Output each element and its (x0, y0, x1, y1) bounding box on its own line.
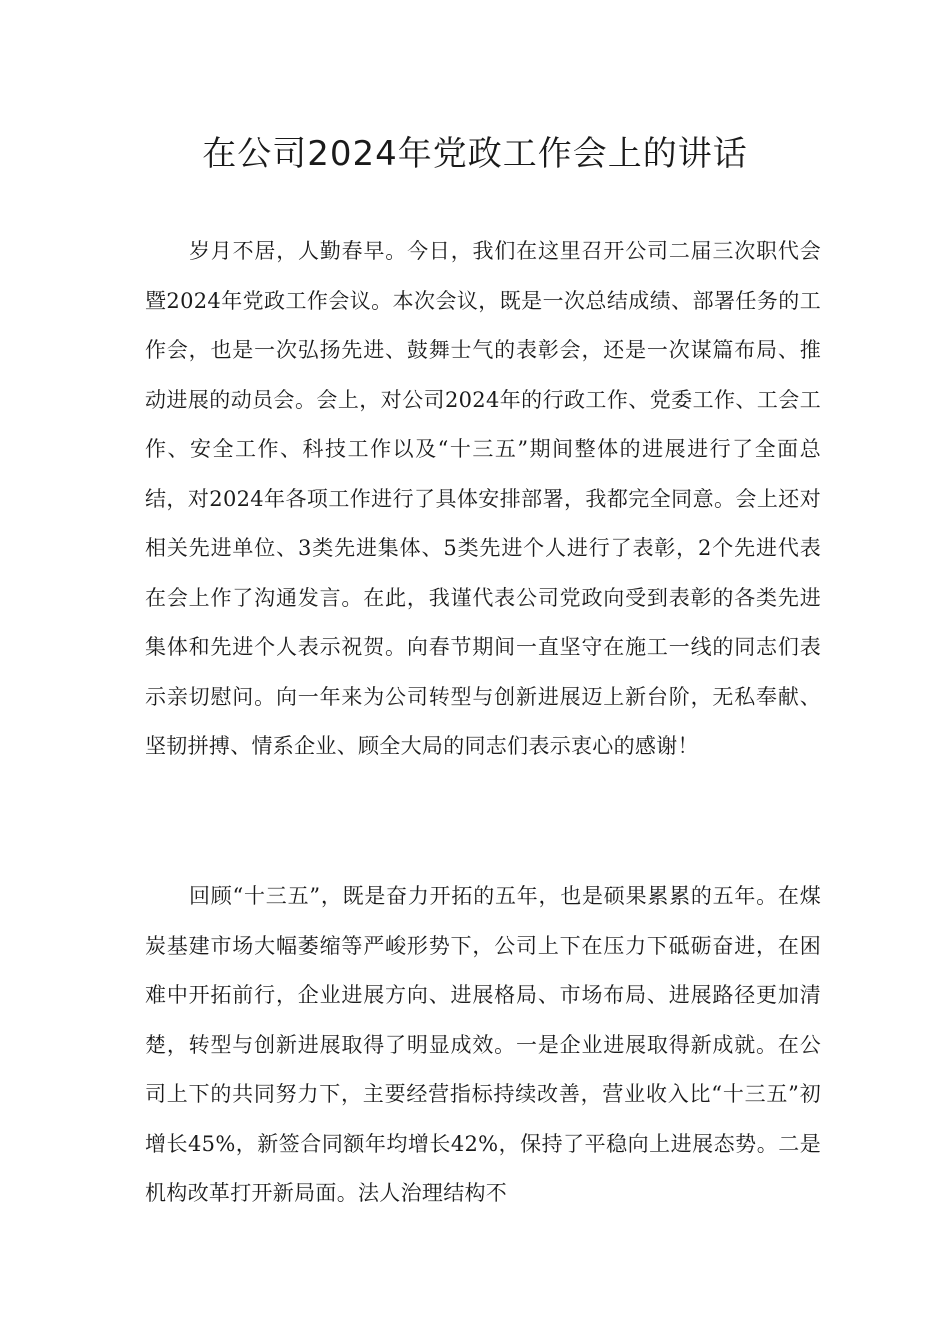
document-title: 在公司2024年党政工作会上的讲话 (202, 134, 748, 174)
paragraph-opening: 岁月不居，人勤春早。今日，我们在这里召开公司二届三次职代会暨2024年党政工作会议。本次会议，既是一次总结成绩、部署任务的工作会，也是一次弘扬先进、鼓舞士气的表彰会，还是一次谋篇布局、推动进展的动员会。会上，对公司2024年的行政工作、党委工作、工会工作、安全工作、科技工作以及“十三五”期间整体的进展进行了全面总结，对2024年各项工作进行了具体安排部署，我都完全同意。会上还对相关先进单位、3类先进集体、5类先进个人进行了表彰，2个先进代表在会上作了沟通发言。在此，我谨代表公司党政向受到表彰的各类先进集体和先进个人表示祝贺。向春节期间一直坚守在施工一线的同志们表示亲切慰问。向一年来为公司转型与创新进展迈上新台阶，无私奉献、坚韧拼搏、情系企业、顾全大局的同志们表示衷心的感谢！ (145, 239, 821, 758)
paragraph-review: 回顾“十三五”，既是奋力开拓的五年，也是硕果累累的五年。在煤炭基建市场大幅萎缩等严峻形势下，公司上下在压力下砥砺奋进，在困难中开拓前行，企业进展方向、进展格局、市场布局、进展路径更加清楚，转型与创新进展取得了明显成效。一是企业进展取得新成就。在公司上下的共同努力下，主要经营指标持续改善，营业收入比“十三五”初增长45%，新签合同额年均增长42%，保持了平稳向上进展态势。二是机构改革打开新局面。法人治理结构不 (145, 884, 821, 1205)
